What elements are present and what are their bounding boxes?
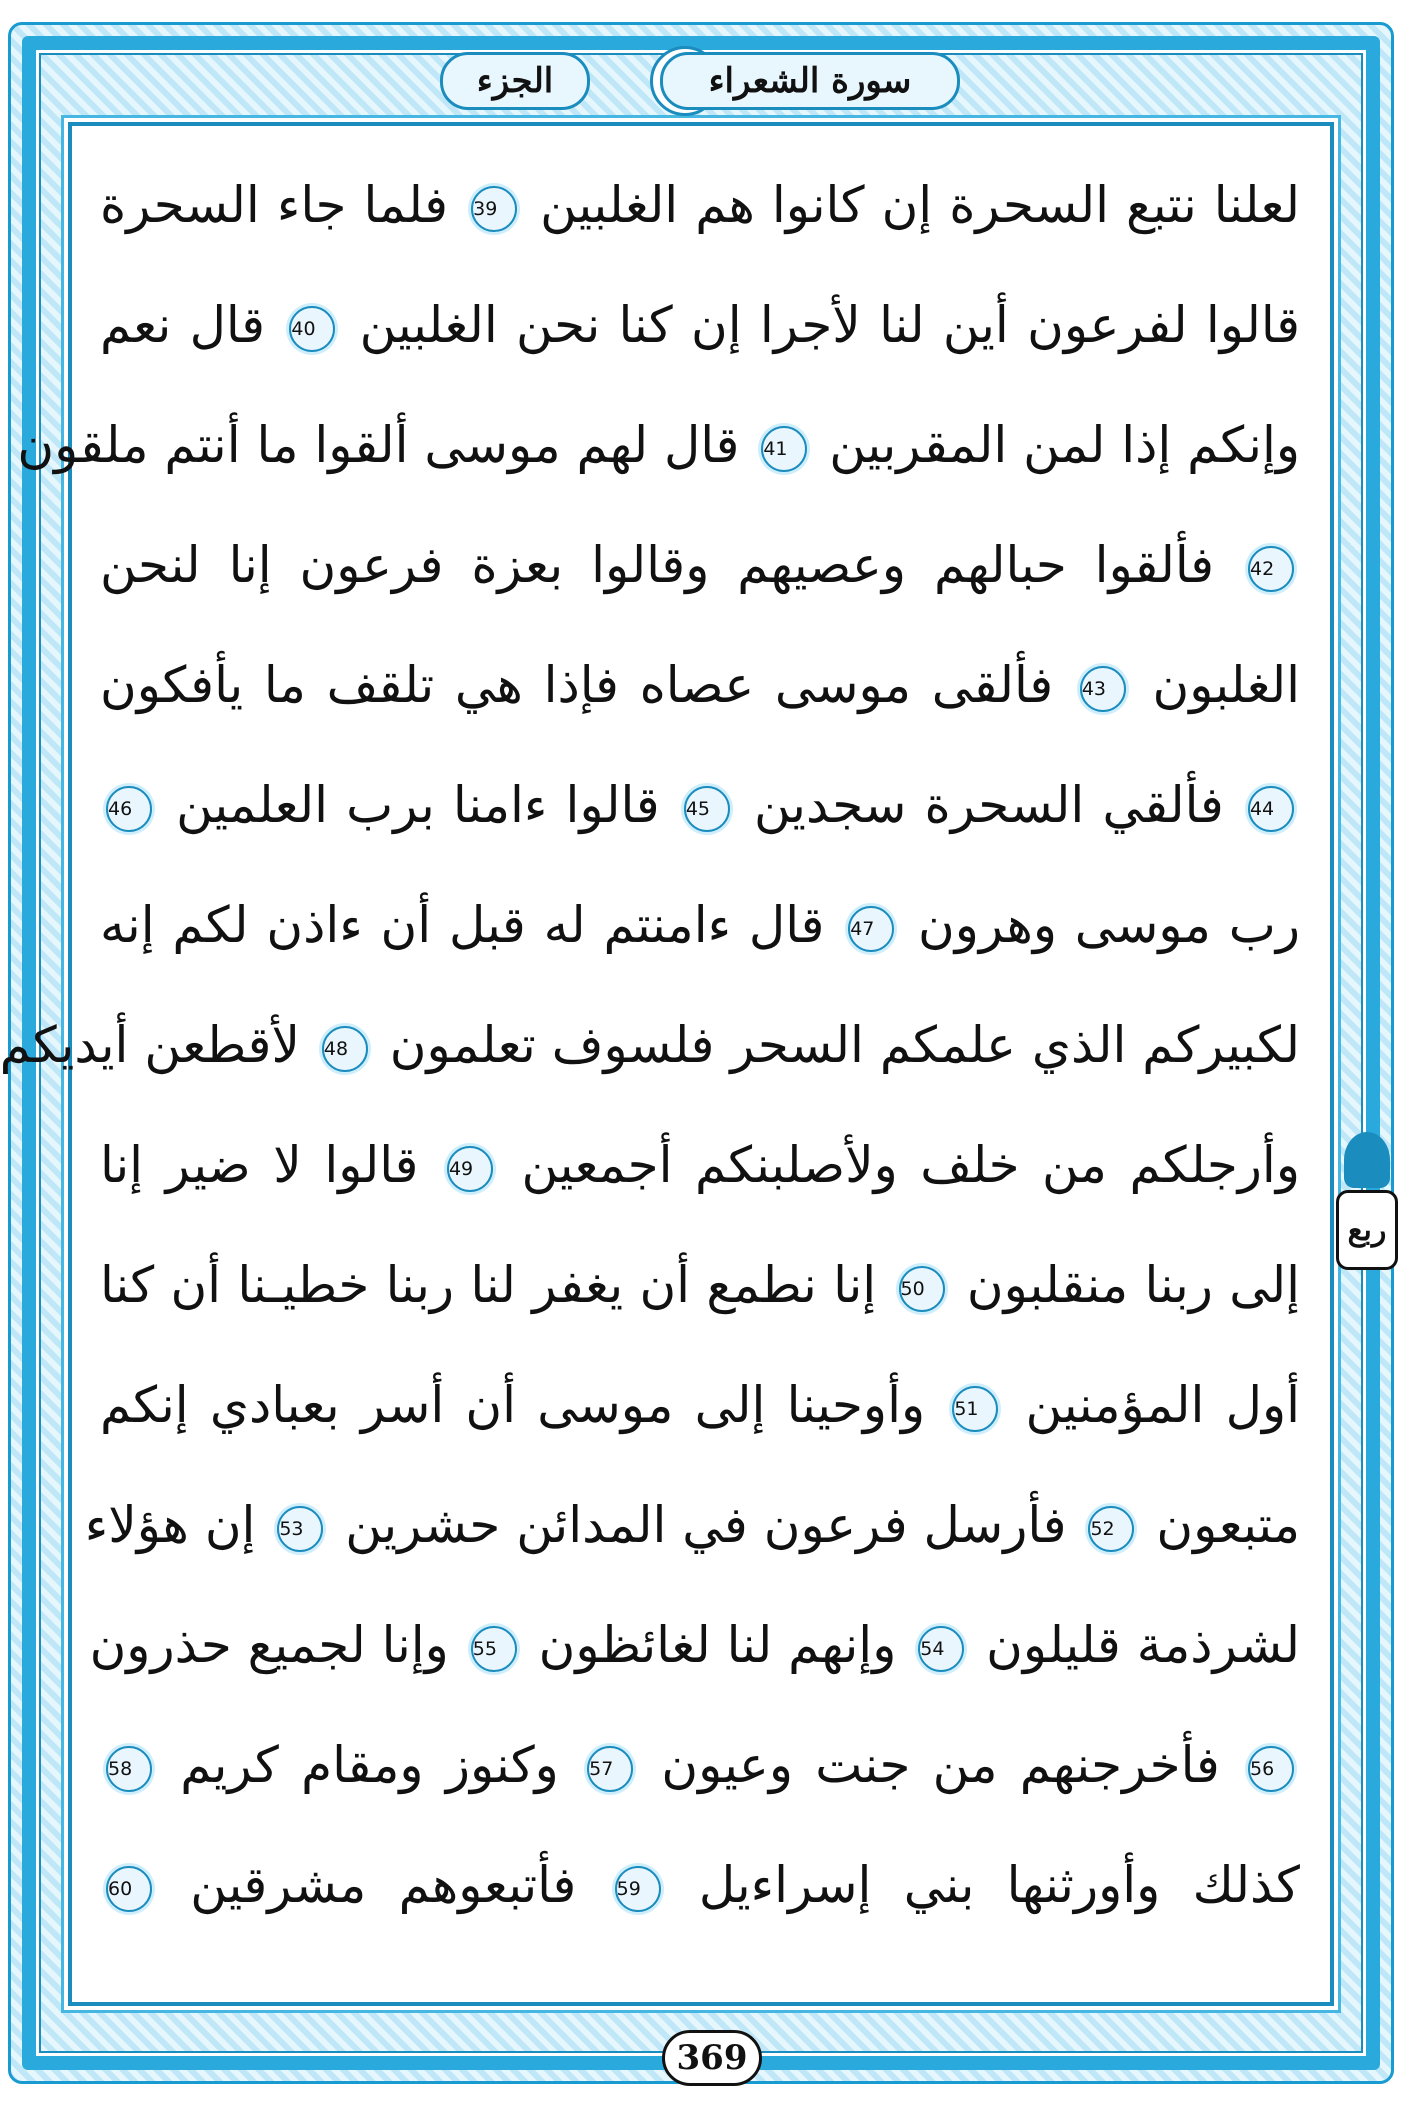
- line-text: وأوحينا إلى موسى أن أسر بعبادي إنكم: [100, 1376, 926, 1434]
- ayah-marker: 58: [106, 1746, 152, 1792]
- ayah-marker: 45: [684, 786, 730, 832]
- line-11: [100, 1350, 1300, 1460]
- line-9: [100, 1110, 1300, 1220]
- line-text: إنا نطمع أن يغفر لنا ربنا خطيـنا أن كنا: [100, 1256, 877, 1314]
- ayah-marker: 44: [1248, 786, 1294, 832]
- rub-label: ربع: [1336, 1190, 1398, 1270]
- page-number: 369: [662, 2030, 762, 2086]
- line-8: [0, 990, 1300, 1100]
- line-4: [100, 510, 1300, 620]
- line-text: قال لهم موسى ألقوا ما أنتم ملقون: [17, 416, 740, 474]
- line-text: لأقطعن أيديكم: [0, 1016, 300, 1074]
- ayah-marker: 42: [1248, 546, 1294, 592]
- surah-title: سورة الشعراء: [660, 52, 960, 110]
- page-header: [440, 40, 960, 122]
- line-text: لكبيركم الذي علمكم السحر فلسوف تعلمون: [389, 1016, 1300, 1074]
- line-12: [84, 1470, 1300, 1580]
- line-1: [100, 150, 1300, 260]
- line-14: [100, 1710, 1300, 1820]
- line-text: لشرذمة قليلون: [986, 1616, 1300, 1674]
- ayah-marker: 41: [761, 426, 807, 472]
- line-text: وإنا لجميع حذرون: [89, 1616, 449, 1674]
- line-text: فألقى موسى عصاه فإذا هي تلقف ما يأفكون: [100, 656, 1054, 714]
- line-text: فلما جاء السحرة: [100, 176, 449, 234]
- ayah-marker: 48: [322, 1026, 368, 1072]
- ayah-marker: 57: [587, 1746, 633, 1792]
- line-text: وكنوز ومقام كريم: [180, 1736, 559, 1794]
- ayah-marker: 54: [918, 1626, 964, 1672]
- line-text: وأرجلكم من خلف ولأصلبنكم أجمعين: [521, 1136, 1300, 1194]
- line-text: وإنكم إذا لمن المقربين: [829, 416, 1300, 474]
- ayah-marker: 60: [106, 1866, 152, 1912]
- line-text: وإنهم لنا لغائظون: [538, 1616, 897, 1674]
- line-text: أول المؤمنين: [1025, 1376, 1300, 1434]
- line-text: قال نعم: [100, 296, 266, 354]
- rub-ornament-icon: [1344, 1132, 1390, 1188]
- ayah-marker: 40: [289, 306, 335, 352]
- ayah-marker: 43: [1080, 666, 1126, 712]
- line-text: متبعون: [1156, 1496, 1300, 1554]
- line-text: قال ءامنتم له قبل أن ءاذن لكم إنه: [100, 896, 825, 954]
- line-text: رب موسى وهرون: [918, 896, 1300, 954]
- line-7: [100, 870, 1300, 980]
- line-2: [100, 270, 1300, 380]
- line-text: فأخرجنهم من جنت وعيون: [661, 1736, 1220, 1794]
- rub-marker: [1334, 1132, 1400, 1282]
- verse-lines: [0, 150, 1301, 1970]
- line-text: إلى ربنا منقلبون: [966, 1256, 1301, 1314]
- line-10: [100, 1230, 1300, 1340]
- line-5: [100, 630, 1300, 740]
- ayah-marker: 59: [615, 1866, 661, 1912]
- line-6: [100, 750, 1300, 860]
- line-15: [100, 1830, 1300, 1940]
- line-text: الغلبون: [1152, 656, 1300, 714]
- line-text: فأرسل فرعون في المدائن حشرين: [345, 1496, 1067, 1554]
- ayah-marker: 56: [1248, 1746, 1294, 1792]
- ayah-marker: 47: [848, 906, 894, 952]
- line-text: فألقي السحرة سجدين: [753, 776, 1224, 834]
- ayah-marker: 50: [899, 1266, 945, 1312]
- line-13: [89, 1590, 1300, 1700]
- line-text: فأتبعوهم مشرقين: [190, 1856, 577, 1914]
- ayah-marker: 51: [952, 1386, 998, 1432]
- ayah-marker: 55: [471, 1626, 517, 1672]
- ayah-marker: 39: [471, 186, 517, 232]
- ayah-marker: 52: [1088, 1506, 1134, 1552]
- line-text: إن هؤلاء: [84, 1496, 256, 1554]
- line-text: كذلك وأورثنها بني إسراءيل: [698, 1856, 1300, 1914]
- line-text: قالوا لا ضير إنا: [100, 1136, 419, 1194]
- ayah-marker: 46: [106, 786, 152, 832]
- ayah-marker: 53: [277, 1506, 323, 1552]
- line-text: قالوا ءامنا برب العلمين: [176, 776, 660, 834]
- line-text: لعلنا نتبع السحرة إن كانوا هم الغلبين: [540, 176, 1300, 234]
- ayah-marker: 49: [447, 1146, 493, 1192]
- line-3: [17, 390, 1300, 500]
- juz-label: الجزء: [440, 52, 590, 110]
- line-text: فألقوا حبالهم وعصيهم وقالوا بعزة فرعون إنا لنحن: [100, 536, 1215, 594]
- line-text: قالوا لفرعون أين لنا لأجرا إن كنا نحن الغلبين: [359, 296, 1300, 354]
